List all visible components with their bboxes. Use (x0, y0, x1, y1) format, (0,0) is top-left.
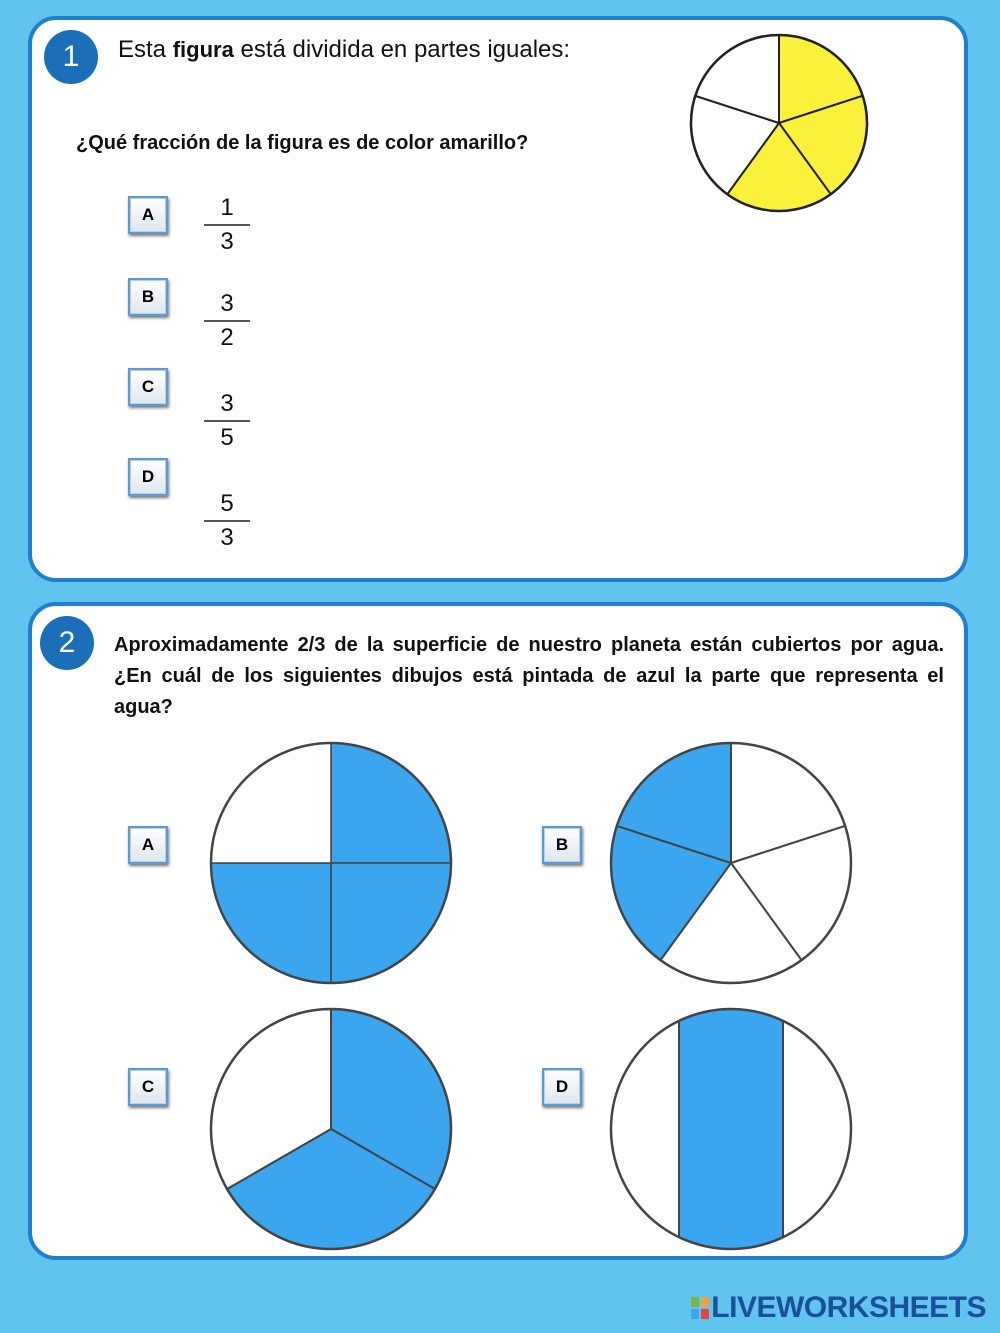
q1-option-c-fraction (202, 390, 252, 452)
denominator: 3 (220, 228, 234, 255)
q2-option-b-circle (608, 740, 854, 986)
q2-option-d-circle (608, 1006, 854, 1252)
question-1-number-badge: 1 (44, 30, 98, 84)
question-2-number-badge: 2 (40, 616, 94, 670)
numerator: 1 (220, 194, 234, 221)
circle-part-4 (211, 743, 331, 863)
brand-text: LIVEWORKSHEETS (711, 1291, 986, 1324)
q2-option-a-circle (208, 740, 454, 986)
q1-option-a-button[interactable]: A (128, 196, 168, 234)
liveworksheets-grid-icon (691, 1297, 709, 1319)
fraction-bar (204, 320, 250, 322)
q1-option-d-fraction (202, 490, 252, 552)
q1-option-d-button[interactable]: D (128, 458, 168, 496)
circle-part-2 (331, 863, 451, 983)
numerator: 3 (220, 290, 234, 317)
denominator: 2 (220, 324, 234, 351)
question-2-card (28, 602, 968, 1260)
fraction-bar (204, 420, 250, 422)
fraction-bar (204, 224, 250, 226)
q1-option-b-fraction (202, 290, 252, 352)
numerator: 5 (220, 490, 234, 517)
fraction-bar (204, 520, 250, 522)
intro-text-end: está dividida en partes iguales: (233, 36, 571, 63)
denominator: 5 (220, 424, 234, 451)
q2-option-c-button[interactable]: C (128, 1068, 168, 1106)
denominator: 3 (220, 524, 234, 551)
q2-option-b-button[interactable]: B (542, 826, 582, 864)
numerator: 3 (220, 390, 234, 417)
q1-option-b-button[interactable]: B (128, 278, 168, 316)
q2-option-d-button[interactable]: D (542, 1068, 582, 1106)
shaded-band (679, 1006, 783, 1252)
q1-option-a-fraction (202, 194, 252, 256)
q2-option-c-circle (208, 1006, 454, 1252)
liveworksheets-logo (691, 1291, 986, 1325)
q2-option-a-button[interactable]: A (128, 826, 168, 864)
question-2-prompt: Aproximadamente 2/3 de la superficie de nuestro planeta están cubiertos por agua. ¿En cuál de los siguientes dibujos está pintada de azul la parte que representa el agua? (114, 634, 944, 718)
q1-option-c-button[interactable]: C (128, 368, 168, 406)
intro-text-start: Esta (118, 36, 173, 63)
circle-part-3 (211, 863, 331, 983)
question-1-prompt: ¿Qué fracción de la figura es de color amarillo? (76, 132, 529, 154)
question-1-card (28, 16, 968, 582)
circle-part-1 (331, 743, 451, 863)
question-1-intro (118, 36, 570, 64)
yellow-fraction-circle (686, 30, 872, 216)
intro-bold-word: figura (172, 37, 234, 62)
